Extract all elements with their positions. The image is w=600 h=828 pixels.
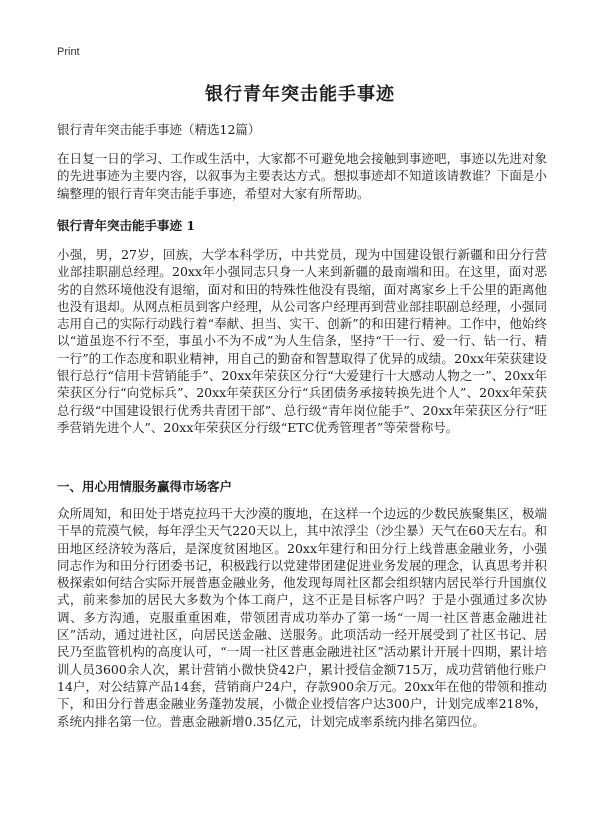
intro-paragraph: 在日复一日的学习、工作或生活中，大家都不可避免地会接触到事迹吧，事迹以先进对象的先进事迹为主要内容，以叙事为主要表达方式。想拟事迹却不知道该请教谁？下面是小编整理的银行青年突击能手事迹，希望对大家有所帮助。 xyxy=(57,151,547,201)
section-heading-2: 一、用心用情服务赢得市场客户 xyxy=(57,479,233,494)
document-subtitle: 银行青年突击能手事迹（精选12篇） xyxy=(57,122,261,137)
page-title: 银行青年突击能手事迹 xyxy=(205,84,395,105)
section-1-body: 小强，男，27岁，回族，大学本科学历，中共党员，现为中国建设银行新疆和田分行营业部挂职副总经理。20xx年小强同志只身一人来到新疆的最南端和田。在这里，面对恶劣的自然环境他没有退缩，面对和田的特殊性他没有畏缩，面对离家乡上千公里的距离他也没有退却。从网点柜员到客户经理，从公司客户经理再到营业部挂职副总经理，小强同志用自己的实际行动践行着“奉献、担当、实干、创新”的和田建行精神。工作中，他始终以“道虽迩不行不至，事虽小不为不成”为人生信条，坚持“干一行、爱一行、钻一行、精一行”的工作态度和职业精神，用自己的勤奋和智慧取得了优异的成绩。20xx年荣获建设银行总行“信用卡营销能手”、20xx年荣获区分行“大爱建行十大感动人物之一”、20xx年荣获区分行“向党标兵”、20xx年荣获区分行“兵团债务承接转换先进个人”、20xx年荣获总行级“中国建设银行优秀共青团干部”、总行级“青年岗位能手”、20xx年荣获区分行“旺季营销先进个人”、20xx年荣获区分行级“ETC优秀管理者”等荣誉称号。 xyxy=(57,247,547,435)
section-2-body: 众所周知，和田处于塔克拉玛干大沙漠的腹地，在这样一个边远的少数民族聚集区，极端干旱的荒漠气候，每年浮尘天气220天以上，其中浓浮尘（沙尘暴）天气在60天左右。和田地区经济较为落后，是深度贫困地区。20xx年建行和田分行上线普惠金融业务，小强同志作为和田分行团委书记，积极践行以党建带团建促进业务发展的理念，认真思考并积极探索如何结合实际开展普惠金融业务，他发现每周社区都会组织辖内居民举行升国旗仪式，前来参加的居民大多数为个体工商户，这不正是目标客户吗？于是小强通过多次协调、多方沟通，克服重重困难，带领团青成功举办了第一场“一周一社区普惠金融进社区”活动，通过进社区，向居民送金融、送服务。此项活动一经开展受到了社区书记、居民乃至监管机构的高度认可，“一周一社区普惠金融进社区”活动累计开展十四期，累计培训人员3600余人次，累计营销小微快贷42户，累计授信金额715万，成功营销他行账户14户，对公结算产品14套，营销商户24户，存款900余万元。20xx年在他的带领和推动下，和田分行普惠金融业务蓬勃发展，小微企业授信客户达300户，计划完成率218%，系统内排名第一位。普惠金融新增0.35亿元，计划完成率系统内排名第四位。 xyxy=(57,506,547,729)
section-heading-1: 银行青年突击能手事迹 1 xyxy=(57,218,196,233)
print-label: Print xyxy=(57,46,80,58)
